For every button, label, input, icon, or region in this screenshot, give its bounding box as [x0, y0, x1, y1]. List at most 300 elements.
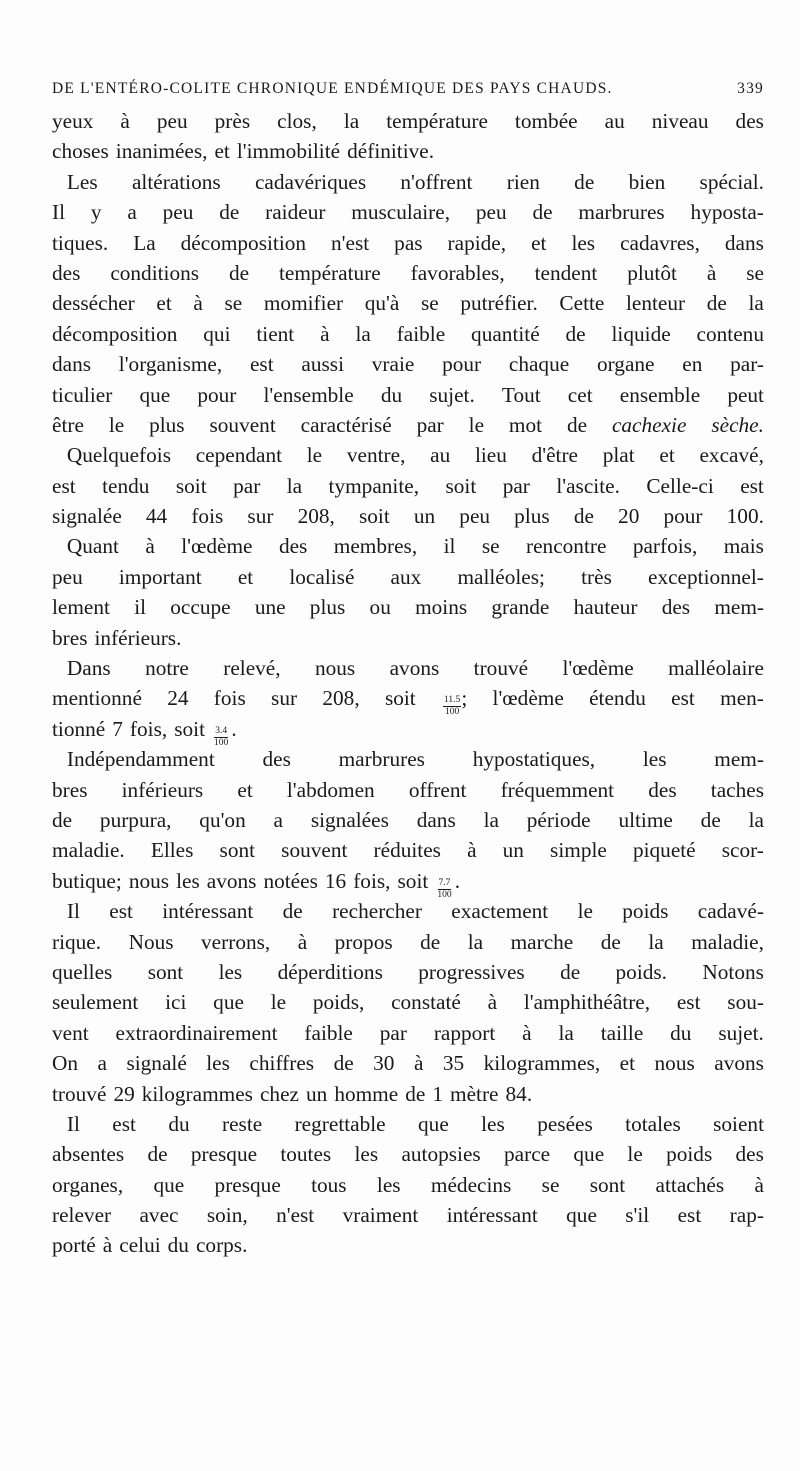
word: plutôt [627, 260, 677, 285]
word: poids. [615, 959, 668, 984]
word: au [430, 443, 451, 468]
word: purpura, [99, 807, 172, 832]
word: Elles [150, 838, 194, 863]
word: 35 [442, 1051, 465, 1076]
word: et [659, 443, 675, 468]
word: caractérisé [300, 412, 392, 437]
text-line [52, 775, 764, 805]
word: chiffres [249, 1051, 315, 1076]
word: mem- [714, 595, 764, 620]
text-line [52, 288, 764, 318]
word: s'il [625, 1203, 650, 1228]
word: se [420, 291, 439, 316]
word: scor- [721, 838, 764, 863]
word: de [228, 260, 250, 285]
word: avec [139, 1203, 179, 1228]
word: et [237, 564, 254, 589]
word: trouvé [52, 1081, 107, 1106]
word: par [379, 1020, 407, 1045]
text-line [52, 835, 764, 865]
text-line [52, 167, 764, 197]
word: n'est [276, 1203, 315, 1228]
word: moins [415, 595, 468, 620]
word: avons [714, 1051, 764, 1076]
word: est [52, 473, 76, 498]
word: rencontre [526, 534, 607, 559]
text-line [52, 258, 764, 288]
text-line [52, 927, 764, 957]
word: les [642, 747, 667, 772]
text-line [52, 228, 764, 258]
word: se [224, 291, 243, 316]
word: peu [52, 564, 83, 589]
word: de [52, 807, 73, 832]
word: soit [174, 716, 205, 741]
text-line [52, 1018, 764, 1048]
word: la [343, 109, 360, 133]
word: marbrures [578, 200, 665, 225]
fraction-numerator: 3.4 [215, 725, 228, 736]
word: de [420, 929, 441, 954]
word: la [286, 473, 303, 498]
word: occupe [170, 595, 231, 620]
word: liquide [611, 321, 671, 346]
word: par [233, 473, 261, 498]
word: spécial. [699, 169, 764, 194]
word: La [133, 230, 156, 255]
word: soient [713, 1111, 764, 1136]
word: Il [66, 1111, 80, 1136]
word: fréquemment [500, 777, 615, 802]
word: du [168, 1111, 190, 1136]
word: le [468, 412, 485, 437]
word: signalé [126, 1051, 187, 1076]
word: et [156, 291, 172, 316]
word: cadavériques [254, 169, 367, 194]
text-line [52, 471, 764, 501]
word: à [522, 1020, 532, 1045]
word: un [413, 504, 436, 529]
word: taille [600, 1020, 644, 1045]
word: fois, [129, 716, 168, 741]
word: cachexie [611, 412, 687, 437]
word: taches [710, 777, 764, 802]
text-line [52, 1079, 764, 1109]
word: à [413, 1051, 424, 1076]
word: hauteur [573, 595, 638, 620]
word: au [604, 109, 625, 133]
word: notre [145, 656, 189, 681]
word: l'abdomen [286, 777, 375, 802]
word: que [566, 1203, 597, 1228]
word: signalées [310, 807, 389, 832]
word: ventre, [346, 443, 406, 468]
word: choses [52, 139, 109, 164]
word: d'être [531, 443, 579, 468]
word: de [565, 321, 586, 346]
word: organe [596, 352, 655, 377]
word: exceptionnel- [648, 564, 764, 589]
word: ticulier [52, 382, 113, 407]
word: l'ascite. [556, 473, 620, 498]
word: des [735, 109, 764, 133]
word: ici [165, 990, 187, 1015]
word: organes, [52, 1172, 124, 1197]
fraction-group [212, 714, 237, 748]
word: verrons, [201, 929, 271, 954]
word: fois [191, 504, 224, 529]
word: poids [666, 1142, 713, 1167]
word: cependant [195, 443, 283, 468]
word: presque [214, 1172, 281, 1197]
word: exactement [451, 899, 549, 924]
word: peu [459, 504, 491, 529]
word: température [279, 260, 381, 285]
word: un [502, 838, 524, 863]
word: est [671, 686, 695, 711]
word: l'œdème [492, 686, 564, 711]
word: rien [506, 169, 540, 194]
word: très [581, 564, 612, 589]
word: la [748, 807, 764, 832]
word: il [443, 534, 456, 559]
word: le [627, 1142, 643, 1167]
word: des [52, 260, 81, 285]
fraction [214, 727, 228, 748]
text-line [52, 1200, 764, 1230]
word: tionné [52, 716, 106, 741]
word: momifier [263, 291, 344, 316]
word: 208, [322, 686, 360, 711]
word: important [118, 564, 202, 589]
text-line [52, 805, 764, 835]
word: quelles [52, 959, 113, 984]
word: tendu [102, 473, 150, 498]
word: marbrures [338, 747, 425, 772]
punctuation: . [231, 716, 237, 741]
word: du [670, 1020, 692, 1045]
word: maladie, [691, 929, 764, 954]
word: fois, [353, 868, 391, 893]
word: Dans [66, 656, 111, 681]
word: cet [567, 382, 593, 407]
text-line [52, 136, 764, 166]
word: mem- [714, 747, 764, 772]
text-line [52, 440, 764, 470]
word: tympanite, [328, 473, 420, 498]
word: 24 [167, 686, 189, 711]
text-line [52, 1139, 764, 1169]
word: On [52, 1051, 79, 1076]
word: à [467, 838, 477, 863]
word: est [109, 899, 133, 924]
word: l'organisme, [118, 352, 223, 377]
word: le [306, 443, 323, 468]
word: mètre [450, 1081, 499, 1106]
word: décomposition [52, 321, 178, 346]
word: intéressant [162, 899, 254, 924]
word: malléolaire [668, 656, 764, 681]
word: rap- [729, 1203, 764, 1228]
word: Il [66, 899, 80, 924]
word: extraordinairement [115, 1020, 278, 1045]
word: faible [396, 321, 446, 346]
word: de [282, 899, 303, 924]
word: médecins [430, 1172, 512, 1197]
word: trouvé [473, 656, 529, 681]
word: dans [52, 352, 92, 377]
word: relevé, [223, 656, 281, 681]
word: se [481, 534, 500, 559]
word: avons [206, 868, 257, 893]
word: vent [52, 1020, 89, 1045]
word: malléoles; [457, 564, 545, 589]
word: pour [442, 352, 482, 377]
word: ou [369, 595, 391, 620]
word: rapport [433, 1020, 496, 1045]
word: lenteur [626, 291, 686, 316]
word: 7 [112, 716, 123, 741]
word: plat [602, 443, 635, 468]
word: 16 [324, 868, 347, 893]
word: reste [222, 1111, 263, 1136]
running-head-title: DE L'ENTÉRO-COLITE CHRONIQUE ENDÉMIQUE DES PAYS CHAUDS. [52, 80, 613, 97]
word: période [526, 807, 591, 832]
word: ensemble [619, 382, 701, 407]
word: 84. [505, 1081, 533, 1106]
word: chez [259, 1081, 299, 1106]
word: sou- [727, 990, 764, 1015]
word: des [735, 1142, 764, 1167]
word: butique; [52, 868, 122, 893]
word: poids, [312, 990, 365, 1015]
word: excavé, [699, 443, 764, 468]
word: soit [384, 686, 416, 711]
word: sont [589, 1172, 626, 1197]
word: grande [491, 595, 550, 620]
word: la [355, 321, 371, 346]
word: de [600, 929, 621, 954]
word: l'œdème [562, 656, 634, 681]
word: peut [727, 382, 764, 407]
word: Celle-ci [646, 473, 714, 498]
word: par [416, 412, 444, 437]
fraction-group [435, 866, 460, 900]
word: de [532, 200, 553, 225]
word: qu'on [199, 807, 246, 832]
word: de [219, 200, 240, 225]
word: la [467, 929, 484, 954]
word: membres, [333, 534, 418, 559]
word: peu [475, 200, 507, 225]
word: Cette [559, 291, 605, 316]
word: inanimées, [115, 139, 208, 164]
word: se [746, 260, 764, 285]
word: sujet. [429, 382, 475, 407]
word: fois [213, 686, 246, 711]
word: a [273, 807, 283, 832]
text-line [52, 592, 764, 622]
word: totales [625, 1111, 681, 1136]
word: porté [52, 1233, 96, 1258]
word: et [619, 1051, 636, 1076]
word: des [661, 595, 691, 620]
word: de [700, 807, 721, 832]
word: parfois, [632, 534, 698, 559]
word: localisé [289, 564, 355, 589]
word: relever [52, 1203, 112, 1228]
word: Tout [501, 382, 541, 407]
word: le [577, 899, 593, 924]
word: inférieurs [121, 777, 204, 802]
word: température [386, 109, 488, 133]
word: presque [190, 1142, 258, 1167]
word: tombée [514, 109, 578, 133]
word: par [502, 473, 530, 498]
word: de [560, 959, 581, 984]
word: l'œdème [181, 534, 253, 559]
word: la [558, 1020, 574, 1045]
word: clos, [277, 109, 317, 133]
word: les [481, 1111, 505, 1136]
word: nous [654, 1051, 695, 1076]
word: la [748, 291, 764, 316]
text-line [52, 1170, 764, 1200]
page-number: 339 [737, 80, 764, 97]
word: rechercher [332, 899, 422, 924]
word: tendent [534, 260, 598, 285]
word: que [153, 1172, 185, 1197]
text-line [52, 1109, 764, 1139]
word: lieu [474, 443, 507, 468]
word: à [102, 1233, 113, 1258]
fraction-denominator: 100 [214, 737, 229, 748]
word: le [108, 412, 125, 437]
running-head [52, 74, 764, 104]
word: mot [508, 412, 543, 437]
word: a [127, 200, 137, 225]
word: autopsies [401, 1142, 481, 1167]
word: pesées [537, 1111, 593, 1136]
word: n'est [331, 230, 370, 255]
word: kilogrammes [141, 1081, 253, 1106]
word: soit [175, 473, 207, 498]
word: maladie. [52, 838, 125, 863]
word: lement [52, 595, 110, 620]
word: à [145, 534, 155, 559]
word: les [354, 1142, 379, 1167]
word: Quant [66, 534, 119, 559]
word: seulement [52, 990, 139, 1015]
fraction-numerator: 11.5 [444, 695, 461, 706]
word: et [237, 777, 253, 802]
word: chaque [508, 352, 570, 377]
text-line [52, 957, 764, 987]
word: à [193, 291, 203, 316]
word: cadavres, [620, 230, 700, 255]
word: altérations [131, 169, 221, 194]
word: de [573, 504, 594, 529]
word: aux [390, 564, 422, 589]
word: soit [358, 504, 390, 529]
word: à [487, 990, 498, 1015]
fraction-denominator: 100 [445, 707, 460, 718]
word: aussi [301, 352, 344, 377]
word: contenu [696, 321, 764, 346]
word: et [214, 139, 230, 164]
word: yeux [52, 109, 94, 133]
word: à [706, 260, 717, 285]
word: bres [52, 777, 88, 802]
word: corps. [195, 1233, 248, 1258]
word: 30 [373, 1051, 395, 1076]
word: propos [334, 929, 393, 954]
word: attachés [655, 1172, 725, 1197]
word: marche [510, 929, 574, 954]
word: 44 [145, 504, 168, 529]
text-line [52, 683, 764, 718]
word: les [206, 1051, 230, 1076]
word: putréfier. [460, 291, 538, 316]
text-line [52, 1048, 764, 1078]
word: sèche. [711, 412, 764, 437]
word: bres [52, 625, 88, 650]
text-line [52, 623, 764, 653]
word: de [147, 1142, 168, 1167]
word: raideur [265, 200, 326, 225]
fraction [437, 879, 451, 900]
word: 20 [618, 504, 640, 529]
word: que [213, 990, 244, 1015]
word: la [483, 807, 499, 832]
word: la [648, 929, 664, 954]
word: et [531, 230, 547, 255]
word: Les [66, 169, 98, 194]
word: se [541, 1172, 560, 1197]
word: n'offrent [400, 169, 473, 194]
word: piqueté [632, 838, 696, 863]
word: soit [445, 473, 477, 498]
word: réduites [373, 838, 441, 863]
word: le [270, 990, 287, 1015]
word: sur [247, 504, 274, 529]
word: dans [416, 807, 456, 832]
word: mais [723, 534, 764, 559]
word: vraiment [342, 1203, 419, 1228]
word: est [676, 990, 701, 1015]
word: tient [256, 321, 295, 346]
word: sujet. [718, 1020, 764, 1045]
word: men- [720, 686, 764, 711]
word: nous [128, 868, 170, 893]
word: des [648, 777, 677, 802]
word: décomposition [180, 230, 307, 255]
word: des [278, 534, 308, 559]
word: quantité [471, 321, 540, 346]
text-line [52, 349, 764, 379]
word: que [418, 1111, 449, 1136]
word: souvent [209, 412, 276, 437]
word: qui [203, 321, 231, 346]
punctuation: ; [461, 686, 468, 711]
word: musculaire, [351, 200, 451, 225]
word: plus [309, 595, 346, 620]
word: l'amphithéâtre, [523, 990, 651, 1015]
word: à [120, 109, 130, 133]
word: tiques. [52, 230, 109, 255]
word: étendu [589, 686, 646, 711]
word: de [706, 291, 727, 316]
